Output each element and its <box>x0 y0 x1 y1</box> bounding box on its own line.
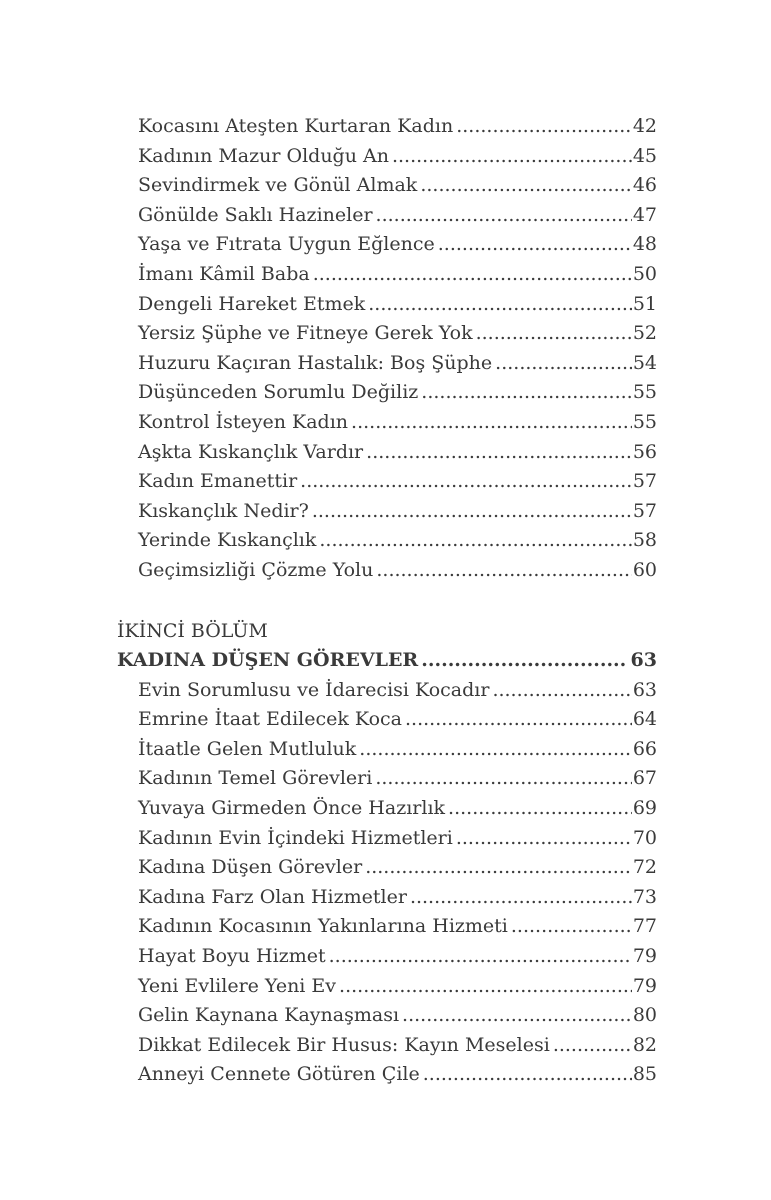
toc-entry-title: Anneyi Cennete Götüren Çile <box>138 1063 420 1086</box>
toc-entry-page: 79 <box>632 945 657 968</box>
toc-entry-title: Yerinde Kıskançlık <box>138 529 317 552</box>
toc-entry-page: 52 <box>632 322 657 345</box>
toc-entry <box>117 764 657 794</box>
dot-leader <box>329 942 632 972</box>
toc-entry-title: Düşünceden Sorumlu Değiliz <box>138 381 419 404</box>
toc-entry <box>117 230 657 260</box>
toc-entry-page: 85 <box>632 1063 657 1086</box>
toc-entry-title: Gelin Kaynana Kaynaşması <box>138 1004 400 1027</box>
dot-leader <box>351 408 632 438</box>
toc-entry-page: 55 <box>632 410 657 433</box>
toc-entry-page: 70 <box>632 826 657 849</box>
toc-entry <box>117 912 657 942</box>
toc-entry <box>117 378 657 408</box>
toc-chapter-heading-page: 63 <box>630 649 657 672</box>
dot-leader <box>313 260 632 290</box>
toc-entry-title: Aşkta Kıskançlık Vardır <box>138 440 364 463</box>
toc-entry-title: Yeni Evlilere Yeni Ev <box>138 974 337 997</box>
dot-leader <box>405 705 632 735</box>
toc-entry-title: Kontrol İsteyen Kadın <box>138 410 349 433</box>
toc-entry-page: 42 <box>632 115 657 137</box>
dot-leader <box>410 883 632 913</box>
toc-entry-title: Dikkat Edilecek Bir Husus: Kayın Meselesi <box>138 1033 550 1056</box>
dot-leader <box>392 142 632 172</box>
toc-entry-page: 60 <box>632 558 657 581</box>
toc-entry-title: Yersiz Şüphe ve Fitneye Gerek Yok <box>138 322 473 345</box>
dot-leader <box>511 912 632 942</box>
toc-entry-title: Geçimsizliği Çözme Yolu <box>138 558 374 581</box>
toc-entry-page: 50 <box>632 262 657 285</box>
dot-leader <box>448 794 632 824</box>
toc-entry-title: İmanı Kâmil Baba <box>138 262 310 285</box>
toc-entry-page: 67 <box>632 767 657 790</box>
toc-entry-page: 63 <box>632 678 657 701</box>
dot-leader <box>456 112 632 142</box>
toc-entry-page: 80 <box>632 1004 657 1027</box>
dot-leader <box>365 853 632 883</box>
toc-entry <box>117 824 657 854</box>
toc-entry <box>117 794 657 824</box>
toc-entry-title: Gönülde Saklı Hazineler <box>138 203 373 226</box>
dot-leader <box>402 1001 632 1031</box>
dot-leader <box>368 290 632 320</box>
toc-entry-page: 57 <box>632 470 657 493</box>
toc-entry-page: 56 <box>632 440 657 463</box>
toc-section-second <box>117 676 657 1090</box>
dot-leader <box>339 972 632 1002</box>
toc-chapter-heading-row <box>117 646 657 676</box>
toc-entry <box>117 349 657 379</box>
dot-leader <box>312 497 632 527</box>
toc-entry-page: 58 <box>632 529 657 552</box>
dot-leader <box>359 735 632 765</box>
toc-entry <box>117 260 657 290</box>
toc-entry-title: Emrine İtaat Edilecek Koca <box>138 708 402 731</box>
dot-leader <box>553 1031 632 1061</box>
dot-leader <box>300 467 632 497</box>
toc-entry <box>117 408 657 438</box>
toc-entry <box>117 1001 657 1031</box>
toc-entry <box>117 438 657 468</box>
toc-entry-page: 55 <box>632 381 657 404</box>
toc-entry-title: Sevindirmek ve Gönül Almak <box>138 174 418 197</box>
toc-entry <box>117 497 657 527</box>
toc-entry <box>117 1031 657 1061</box>
toc-entry-title: Kadının Kocasının Yakınlarına Hizmeti <box>138 915 508 938</box>
dot-leader <box>423 1060 632 1090</box>
dot-leader <box>456 824 632 854</box>
toc-entry <box>117 972 657 1002</box>
toc-entry <box>117 883 657 913</box>
toc-entry-page: 82 <box>632 1033 657 1056</box>
toc-entry <box>117 171 657 201</box>
toc-entry-page: 46 <box>632 174 657 197</box>
toc-entry-page: 48 <box>632 233 657 256</box>
toc-entry-page: 47 <box>632 203 657 226</box>
toc-entry-title: Kadına Farz Olan Hizmetler <box>138 885 407 908</box>
dot-leader <box>421 378 632 408</box>
dot-leader <box>366 438 632 468</box>
toc-entry <box>117 290 657 320</box>
toc-section-first <box>117 112 657 586</box>
toc-entry-title: Yuvaya Girmeden Önce Hazırlık <box>138 797 446 820</box>
toc-entry-page: 57 <box>632 499 657 522</box>
toc-entry <box>117 319 657 349</box>
toc-entry-title: Kadının Temel Görevleri <box>138 767 373 790</box>
toc-entry <box>117 112 657 142</box>
toc-entry-page: 72 <box>632 856 657 879</box>
toc-chapter-heading-title: KADINA DÜŞEN GÖREVLER <box>117 649 419 672</box>
toc-entry-title: İtaatle Gelen Mutluluk <box>138 737 357 760</box>
toc-entry-page: 64 <box>632 708 657 731</box>
toc-entry-title: Huzuru Kaçıran Hastalık: Boş Şüphe <box>138 351 493 374</box>
toc-entry <box>117 676 657 706</box>
toc-entry-page: 66 <box>632 737 657 760</box>
toc-entry <box>117 556 657 586</box>
toc-entry-page: 73 <box>632 885 657 908</box>
dot-leader <box>492 676 631 706</box>
table-of-contents <box>117 112 657 1090</box>
toc-entry-title: Dengeli Hareket Etmek <box>138 292 366 315</box>
toc-entry <box>117 942 657 972</box>
toc-entry <box>117 526 657 556</box>
toc-entry-page: 69 <box>632 797 657 820</box>
dot-leader <box>420 171 631 201</box>
toc-entry-title: Evin Sorumlusu ve İdarecisi Kocadır <box>138 678 490 701</box>
toc-entry-page: 79 <box>632 974 657 997</box>
toc-entry-title: Hayat Boyu Hizmet <box>138 945 326 968</box>
dot-leader <box>476 319 632 349</box>
dot-leader <box>376 556 631 586</box>
toc-entry-title: Kocasını Ateşten Kurtaran Kadın <box>138 115 454 137</box>
toc-entry <box>117 1060 657 1090</box>
dot-leader <box>376 201 632 231</box>
toc-entry <box>117 853 657 883</box>
toc-entry <box>117 201 657 231</box>
toc-entry <box>117 705 657 735</box>
toc-entry-title: Yaşa ve Fıtrata Uygun Eğlence <box>138 233 435 256</box>
dot-leader <box>495 349 632 379</box>
toc-entry <box>117 735 657 765</box>
toc-entry-title: Kadının Evin İçindeki Hizmetleri <box>138 826 453 849</box>
dot-leader <box>319 526 631 556</box>
toc-entry-title: Kıskançlık Nedir? <box>138 499 309 522</box>
toc-entry-page: 77 <box>632 915 657 938</box>
toc-entry-page: 45 <box>632 144 657 167</box>
toc-entry-page: 54 <box>632 351 657 374</box>
dot-leader <box>421 646 624 676</box>
toc-entry <box>117 142 657 172</box>
toc-entry <box>117 467 657 497</box>
toc-entry-title: Kadının Mazur Olduğu An <box>138 144 389 167</box>
toc-entry-page: 51 <box>632 292 657 315</box>
dot-leader <box>375 764 631 794</box>
chapter-kicker: İKİNCİ BÖLÜM <box>117 619 268 642</box>
toc-entry-title: Kadına Düşen Görevler <box>138 856 363 879</box>
toc-entry-title: Kadın Emanettir <box>138 470 298 493</box>
dot-leader <box>438 230 632 260</box>
